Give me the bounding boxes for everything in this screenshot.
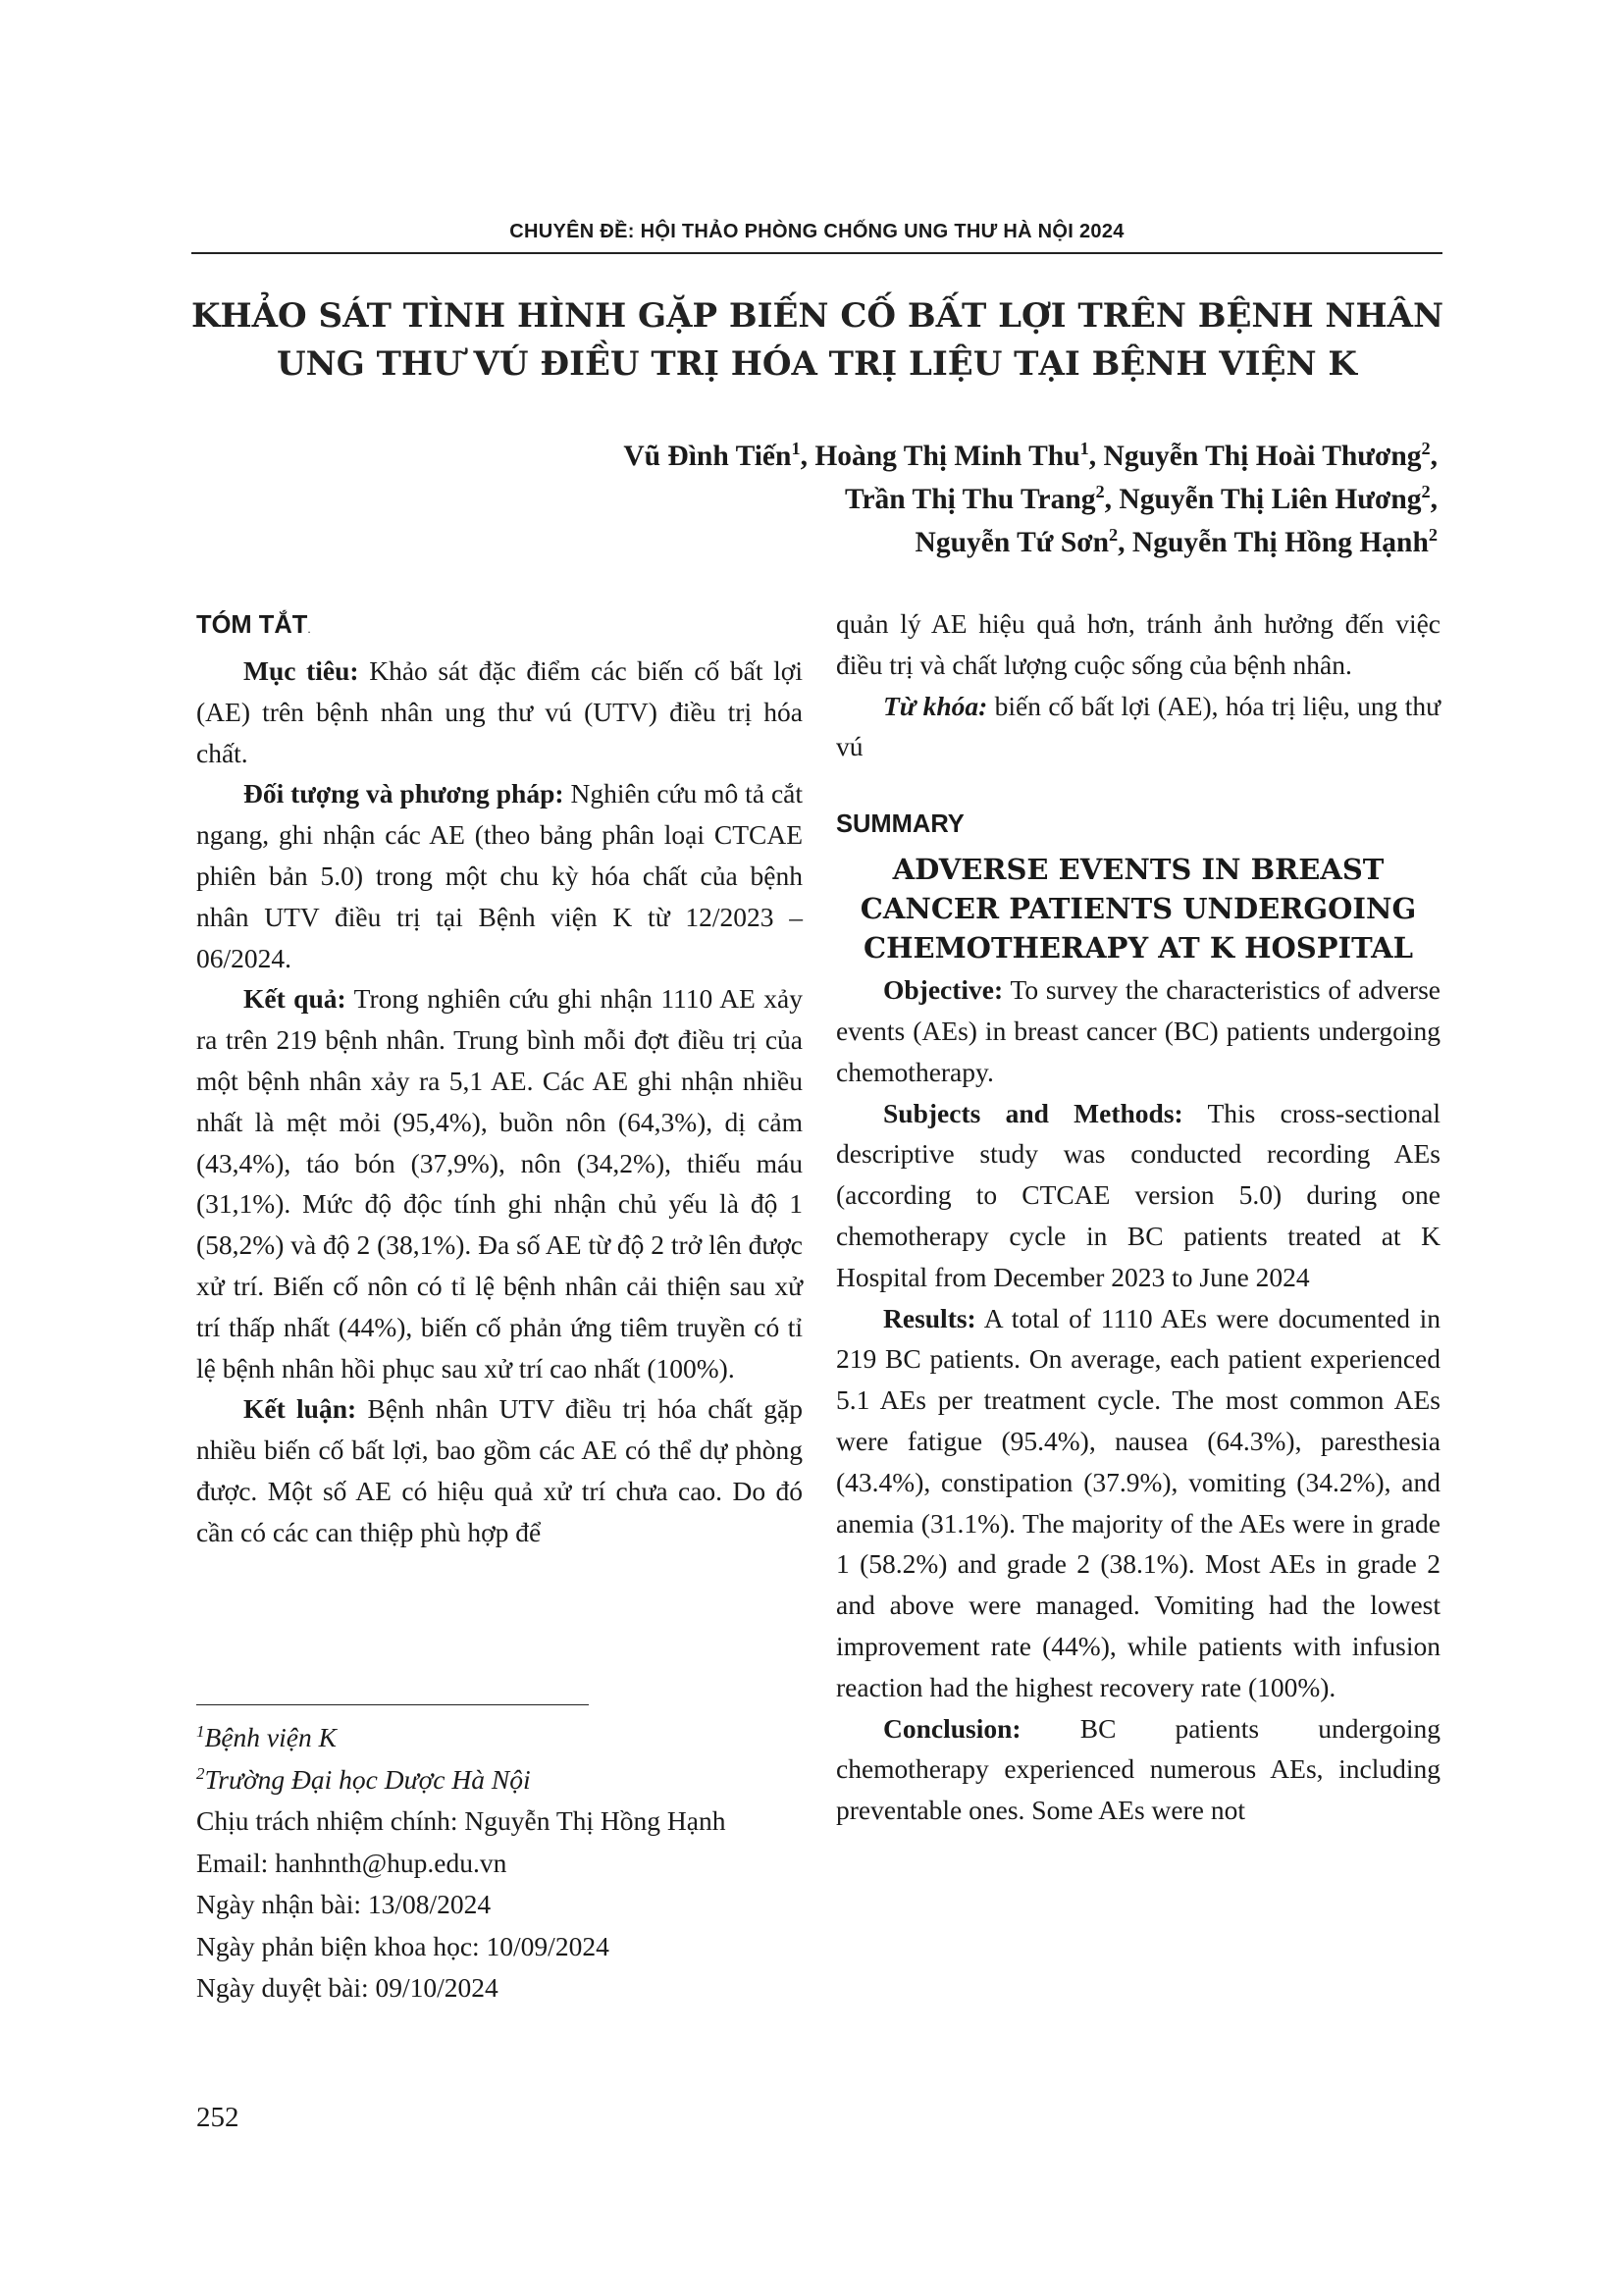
contact-email: Email: hanhnth@hup.edu.vn bbox=[196, 1847, 507, 1878]
author-separator: , bbox=[1118, 527, 1132, 558]
author-affiliation: 1 bbox=[1079, 439, 1089, 459]
author-affiliation: 2 bbox=[1109, 525, 1119, 546]
author-affiliation: 2 bbox=[1421, 482, 1431, 502]
author-name: Nguyễn Thị Liên Hương bbox=[1119, 484, 1422, 515]
title-line-2: UNG THƯ VÚ ĐIỀU TRỊ HÓA TRỊ LIỆU TẠI BỆNH VIỆN K bbox=[277, 344, 1357, 384]
author-name: Nguyễn Thị Hoài Thương bbox=[1103, 441, 1422, 472]
abstract-conclusion bbox=[196, 1388, 803, 1552]
date-received: Ngày nhận bài: 13/08/2024 bbox=[196, 1889, 492, 1919]
author-name: Trần Thị Thu Trang bbox=[844, 484, 1096, 515]
article-title bbox=[191, 292, 1442, 389]
running-head: CHUYÊN ĐỀ: HỘI THẢO PHÒNG CHỐNG UNG THƯ HÀ NỘI 2024 bbox=[509, 221, 1125, 242]
keywords-text: biến cố bất lợi (AE), hóa trị liệu, ung thư vú bbox=[836, 690, 1441, 762]
summary-methods-text: This cross-sectional descriptive study was conducted recording AEs (according to CTCAE version 5.0) during one chemotherapy cycle in BC patients treated at K Hospital from December 2023 to June 2024 bbox=[836, 1097, 1441, 1292]
abstract-vietnamese bbox=[196, 603, 803, 1553]
summary-results bbox=[836, 1298, 1441, 1708]
date-reviewed: Ngày phản biện khoa học: 10/09/2024 bbox=[196, 1930, 609, 1961]
keywords-label: Từ khóa: bbox=[883, 690, 988, 721]
author-line-3 bbox=[623, 521, 1438, 564]
abstract-results bbox=[196, 978, 803, 1388]
summary-conclusion-text: BC patients undergoing chemotherapy experienced numerous AEs, including preventable ones. Some AEs were not bbox=[836, 1712, 1441, 1826]
summary-title bbox=[836, 850, 1441, 967]
author-name: Nguyễn Tứ Sơn bbox=[915, 527, 1110, 558]
corresponding-author: Chịu trách nhiệm chính: Nguyễn Thị Hồng Hạnh bbox=[196, 1805, 726, 1836]
author-name: Vũ Đình Tiến bbox=[623, 441, 792, 472]
title-line-1: KHẢO SÁT TÌNH HÌNH GẶP BIẾN CỐ BẤT LỢI TRÊN BỆNH NHÂN bbox=[191, 296, 1444, 336]
summary-results-label: Results: bbox=[883, 1302, 976, 1333]
author-affiliation: 1 bbox=[791, 439, 801, 459]
footnote-rule bbox=[196, 1704, 589, 1705]
summary-methods-label: Subjects and Methods: bbox=[883, 1097, 1183, 1128]
author-line-2 bbox=[623, 478, 1438, 521]
author-affiliation: 2 bbox=[1428, 525, 1438, 546]
abstract-heading bbox=[196, 603, 803, 651]
summary-title-line-2: CANCER PATIENTS UNDERGOING bbox=[860, 892, 1417, 926]
affiliation-text: Bệnh viện K bbox=[204, 1722, 337, 1752]
author-name: Nguyễn Thị Hồng Hạnh bbox=[1131, 527, 1429, 558]
abstract-methods bbox=[196, 773, 803, 978]
abstract-heading-dot: . bbox=[307, 622, 311, 636]
methods-text: Nghiên cứu mô tả cắt ngang, ghi nhận các AE (theo bảng phân loại CTCAE phiên bản 5.0) trong một chu kỳ hóa chất của bệnh nhân UTV điều trị tại Bệnh viện K từ 12/2023 – 06/2024. bbox=[196, 778, 803, 973]
author-separator: , bbox=[1430, 484, 1438, 515]
summary-results-text: A total of 1110 AEs were documented in 219 BC patients. On average, each patient experienced 5.1 AEs per treatment cycle. The most common AEs were fatigue (95.4%), nausea (64.3%), paresthesia (43.4%), constipation (37.9%), vomiting (34.2%), and anemia (31.1%). The majority of the AEs were in grade 1 (58.2%) and grade 2 (38.1%). Most AEs in grade 2 and above were managed. Vomiting had the lowest improvement rate (44%), while patients with infusion reaction had the highest recovery rate (100%). bbox=[836, 1302, 1441, 1702]
summary-title-line-1: ADVERSE EVENTS IN BREAST bbox=[892, 853, 1385, 887]
date-accepted: Ngày duyệt bài: 09/10/2024 bbox=[196, 1972, 498, 2003]
results-text: Trong nghiên cứu ghi nhận 1110 AE xảy ra trên 219 bệnh nhân. Trung bình mỗi đợt điều trị của một bệnh nhân xảy ra 5,1 AE. Các AE ghi nhận nhiều nhất là mệt mỏi (95,4%), buồn nôn (64,3%), dị cảm (43,4%), táo bón (37,9%), nôn (34,2%), thiếu máu (31,1%). Mức độ độc tính ghi nhận chủ yếu là độ 1 (58,2%) và độ 2 (38,1%). Đa số AE từ độ 2 trở lên được xử trí. Biến cố nôn có tỉ lệ bệnh nhân cải thiện sau xử trí thấp nhất (44%), biến cố phản ứng tiêm truyền có tỉ lệ bệnh nhân hồi phục sau xử trí cao nhất (100%). bbox=[196, 983, 803, 1383]
abstract-conclusion-continued: quản lý AE hiệu quả hơn, tránh ảnh hưởng đến việc điều trị và chất lượng cuộc sống của bệnh nhân. bbox=[836, 608, 1441, 680]
methods-label: Đối tượng và phương pháp: bbox=[243, 778, 564, 809]
page-number: 252 bbox=[196, 2102, 239, 2133]
summary-heading: SUMMARY bbox=[836, 810, 965, 839]
conclusion-text: Bệnh nhân UTV điều trị hóa chất gặp nhiều biến cố bất lợi, bao gồm các AE có thể dự phòng được. Một số AE có hiệu quả xử trí chưa cao. Do đó cần có các can thiệp phù hợp để bbox=[196, 1393, 804, 1547]
author-name: Hoàng Thị Minh Thu bbox=[814, 441, 1080, 472]
author-separator: , bbox=[1088, 441, 1104, 472]
summary-methods bbox=[836, 1093, 1441, 1298]
summary-objective-label: Objective: bbox=[883, 974, 1004, 1006]
author-separator: , bbox=[1430, 441, 1438, 472]
affiliation-1 bbox=[196, 1717, 824, 1759]
author-affiliation: 2 bbox=[1095, 482, 1105, 502]
author-list bbox=[623, 435, 1438, 564]
footnotes bbox=[196, 1717, 824, 2009]
section-spacer bbox=[836, 767, 1441, 803]
affiliation-2 bbox=[196, 1759, 824, 1801]
header-rule bbox=[191, 252, 1442, 254]
summary-objective-text: To survey the characteristics of adverse events (AEs) in breast cancer (BC) patients undergoing chemotherapy. bbox=[836, 974, 1441, 1087]
results-label: Kết quả: bbox=[243, 983, 346, 1015]
summary-conclusion bbox=[836, 1708, 1441, 1831]
summary-conclusion-label: Conclusion: bbox=[883, 1712, 1022, 1744]
author-separator: , bbox=[1104, 484, 1120, 515]
objective-text: Khảo sát đặc điểm các biến cố bất lợi (AE) trên bệnh nhân ung thư vú (UTV) điều trị hóa chất. bbox=[196, 655, 803, 768]
affiliation-mark: 1 bbox=[196, 1721, 205, 1741]
conclusion-label: Kết luận: bbox=[243, 1393, 357, 1425]
abstract-keywords bbox=[836, 686, 1441, 768]
affiliation-mark: 2 bbox=[196, 1763, 205, 1783]
summary-title-line-3: CHEMOTHERAPY AT K HOSPITAL bbox=[864, 931, 1413, 965]
abstract-objective bbox=[196, 651, 803, 773]
author-line-1 bbox=[623, 435, 1438, 478]
author-separator: , bbox=[800, 441, 815, 472]
objective-label: Mục tiêu: bbox=[243, 655, 359, 686]
right-column bbox=[836, 603, 1441, 1831]
summary-objective bbox=[836, 969, 1441, 1092]
abstract-heading-text: TÓM TẮT bbox=[196, 611, 308, 639]
affiliation-text: Trường Đại học Dược Hà Nội bbox=[204, 1763, 531, 1795]
author-affiliation: 2 bbox=[1421, 439, 1431, 459]
